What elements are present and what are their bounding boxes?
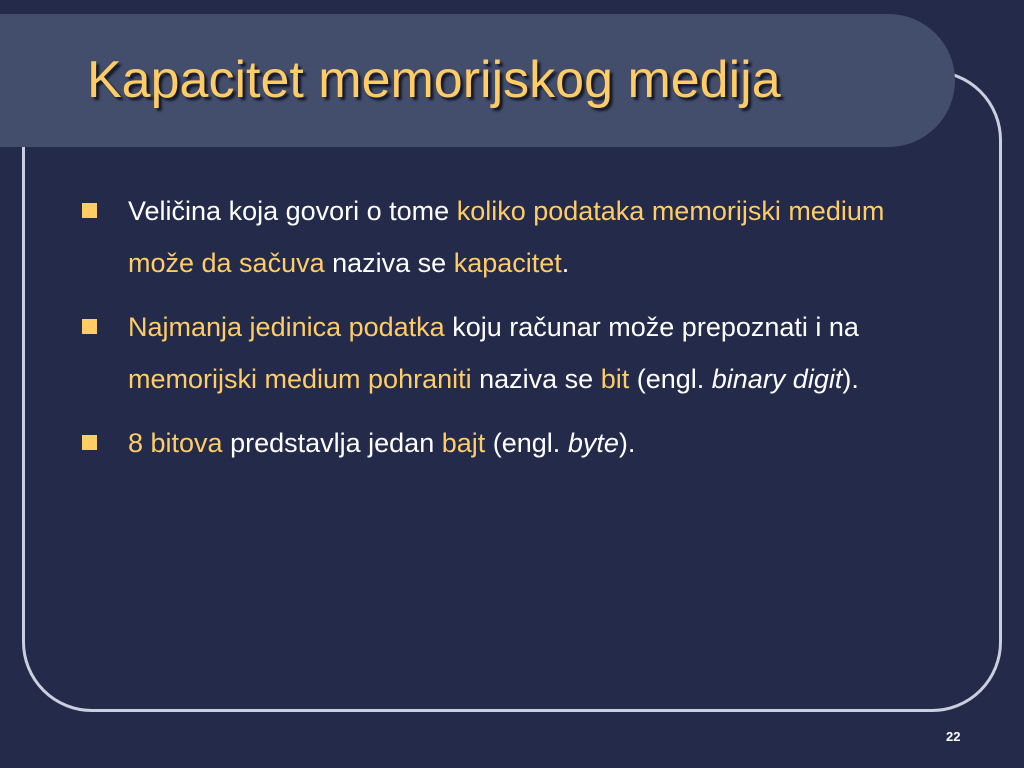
text-span: koju računar može prepoznati i na — [444, 312, 859, 342]
text-span: naziva se — [471, 364, 601, 394]
square-bullet-icon — [82, 203, 97, 218]
highlight-span: koliko podataka memorijski medium može da sačuva — [128, 196, 885, 278]
italic-span: byte — [567, 428, 619, 458]
bullet-item-capacity — [80, 185, 940, 289]
square-bullet-icon — [82, 319, 97, 334]
text-span: predstavlja jedan — [222, 428, 442, 458]
bullet-item-bit — [80, 301, 940, 405]
slide-title: Kapacitet memorijskog medija — [87, 51, 781, 109]
text-span: Veličina koja govori o tome — [128, 196, 457, 226]
highlight-span: memorijski medium pohraniti — [128, 364, 472, 394]
bullet-list — [80, 185, 940, 481]
square-bullet-icon — [82, 435, 97, 450]
text-span: (engl. — [629, 364, 712, 394]
text-span: ). — [842, 364, 859, 394]
text-span: naziva se — [324, 248, 454, 278]
highlight-span: 8 bitova — [128, 428, 223, 458]
text-span: (engl. — [485, 428, 568, 458]
highlight-span: bit — [600, 364, 630, 394]
highlight-span: kapacitet — [453, 248, 562, 278]
page-number: 22 — [946, 729, 961, 744]
bullet-item-byte — [80, 417, 940, 469]
italic-span: binary digit — [711, 364, 843, 394]
highlight-span: bajt — [441, 428, 486, 458]
text-span: ). — [618, 428, 636, 458]
text-span: . — [561, 248, 570, 278]
highlight-span: Najmanja jedinica podatka — [128, 312, 445, 342]
